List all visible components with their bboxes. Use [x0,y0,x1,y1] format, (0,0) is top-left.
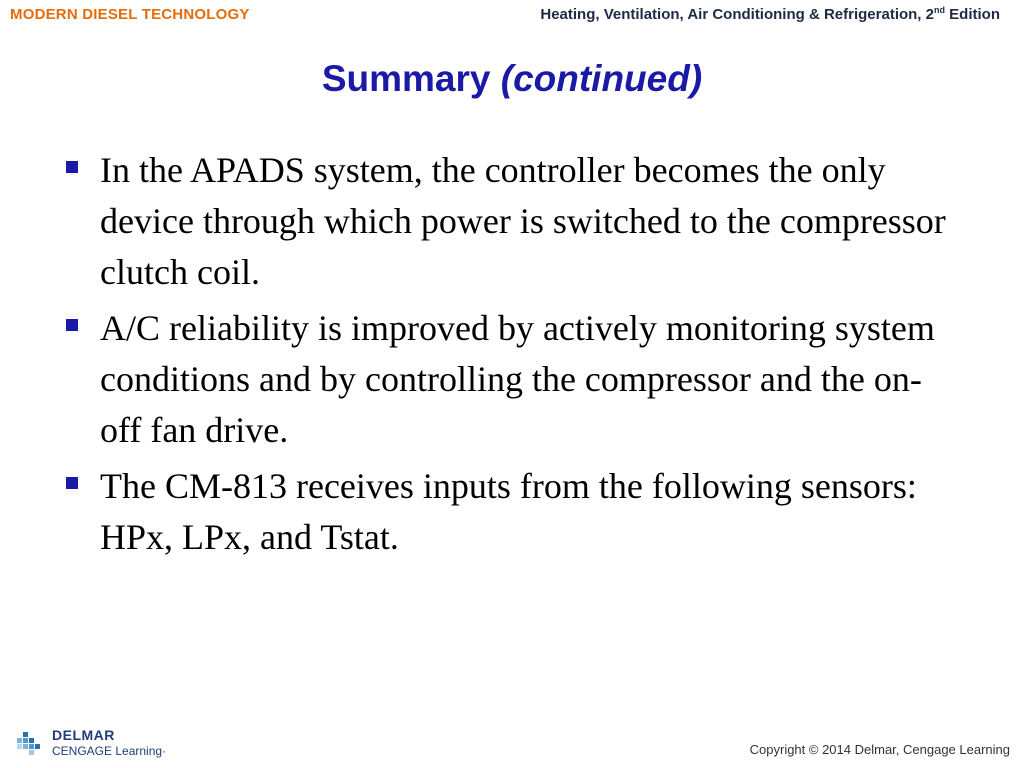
delmar-cengage-logo [16,725,186,761]
slide-title-main: Summary [321,58,501,99]
logo-text-cengage [52,744,166,758]
square-bullet-icon [66,319,78,331]
book-series-title: MODERN DIESEL TECHNOLOGY [10,6,250,23]
bullet-item [58,461,958,563]
copyright-notice: Copyright © 2014 Delmar, Cengage Learning [749,742,1010,757]
book-title [540,6,1000,23]
logo-mark-icon [16,729,44,757]
logo-text-delmar: DELMAR [52,727,115,743]
book-title-edition: Edition [945,6,1000,23]
bullet-item [58,145,958,298]
logo-text-cengage-label: CENGAGE Learning [52,744,163,758]
bullet-text: The CM-813 receives inputs from the following sensors: HPx, LPx, and Tstat. [100,466,917,557]
square-bullet-icon [66,161,78,173]
bullet-text: A/C reliability is improved by actively monitoring system conditions and by controlling the compressor and the on-off fan drive. [100,308,935,450]
logo-trademark: · [162,744,167,758]
bullet-list [58,145,958,568]
edition-ordinal-suffix: nd [934,5,945,15]
book-title-main: Heating, Ventilation, Air Conditioning & Refrigeration, 2 [540,6,934,23]
square-bullet-icon [66,477,78,489]
slide-title [0,60,1024,97]
slide-title-continued: (continued) [500,58,703,99]
bullet-text: In the APADS system, the controller becomes the only device through which power is switched to the compressor clutch coil. [100,150,946,292]
bullet-item [58,303,958,456]
